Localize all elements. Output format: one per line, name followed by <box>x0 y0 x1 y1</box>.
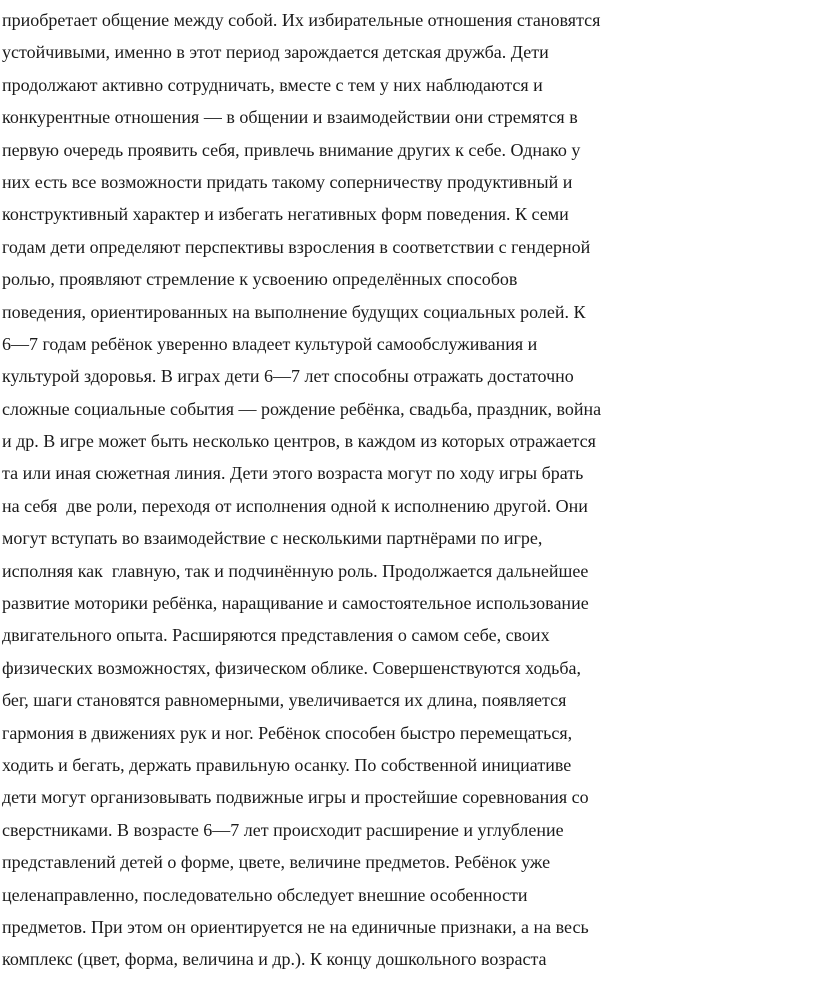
text-line: на себя две роли, переходя от исполнения одной к исполнению другой. Они <box>2 495 588 516</box>
text-line: целенаправленно, последовательно обследует внешние особенности <box>2 884 528 905</box>
text-line: ролью, проявляют стремление к усвоению определённых способов <box>2 269 518 290</box>
text-line: и др. В игре может быть несколько центров, в каждом из которых отражается <box>2 431 596 452</box>
text-line: конкурентные отношения — в общении и взаимодействии они стремятся в <box>2 107 578 128</box>
text-line: та или иная сюжетная линия. Дети этого возраста могут по ходу игры брать <box>2 463 584 484</box>
text-line: конструктивный характер и избегать негативных форм поведения. К семи <box>2 204 569 225</box>
text-line: культурой здоровья. В играх дети 6—7 лет способны отражать достаточно <box>2 366 574 387</box>
text-line: поведения, ориентированных на выполнение будущих социальных ролей. К <box>2 301 586 322</box>
text-line: дети могут организовывать подвижные игры и простейшие соревнования со <box>2 787 589 808</box>
text-line: первую очередь проявить себя, привлечь внимание других к себе. Однако у <box>2 139 581 160</box>
text-line: бег, шаги становятся равномерными, увеличивается их длина, появляется <box>2 690 567 711</box>
text-line: исполняя как главную, так и подчинённую роль. Продолжается дальнейшее <box>2 560 589 581</box>
text-line: устойчивыми, именно в этот период зарождается детская дружба. Дети <box>2 42 549 63</box>
text-line: представлений детей о форме, цвете, величине предметов. Ребёнок уже <box>2 852 551 873</box>
text-line: гармония в движениях рук и ног. Ребёнок способен быстро перемещаться, <box>2 722 573 743</box>
text-line: комплекс (цвет, форма, величина и др.). К концу дошкольного возраста <box>2 949 547 970</box>
text-line: предметов. При этом он ориентируется не на единичные признаки, а на весь <box>2 916 589 937</box>
text-line: сверстниками. В возрасте 6—7 лет происходит расширение и углубление <box>2 819 564 840</box>
text-line: годам дети определяют перспективы взросления в соответствии с гендерной <box>2 236 591 257</box>
text-line: 6—7 годам ребёнок уверенно владеет культурой самообслуживания и <box>2 333 538 354</box>
text-line: двигательного опыта. Расширяются представления о самом себе, своих <box>2 625 550 646</box>
text-line: продолжают активно сотрудничать, вместе с тем у них наблюдаются и <box>2 74 543 95</box>
text-line: них есть все возможности придать такому соперничеству продуктивный и <box>2 171 573 192</box>
text-line: развитие моторики ребёнка, наращивание и самостоятельное использование <box>2 593 589 614</box>
text-line: сложные социальные события — рождение ребёнка, свадьба, праздник, война <box>2 398 602 419</box>
text-line: ходить и бегать, держать правильную осанку. По собственной инициативе <box>2 754 572 775</box>
text-line: приобретает общение между собой. Их избирательные отношения становятся <box>2 10 601 30</box>
text-line: физических возможностях, физическом облике. Совершенствуются ходьба, <box>2 657 581 678</box>
text-line: могут вступать во взаимодействие с несколькими партнёрами по игре, <box>2 528 543 549</box>
